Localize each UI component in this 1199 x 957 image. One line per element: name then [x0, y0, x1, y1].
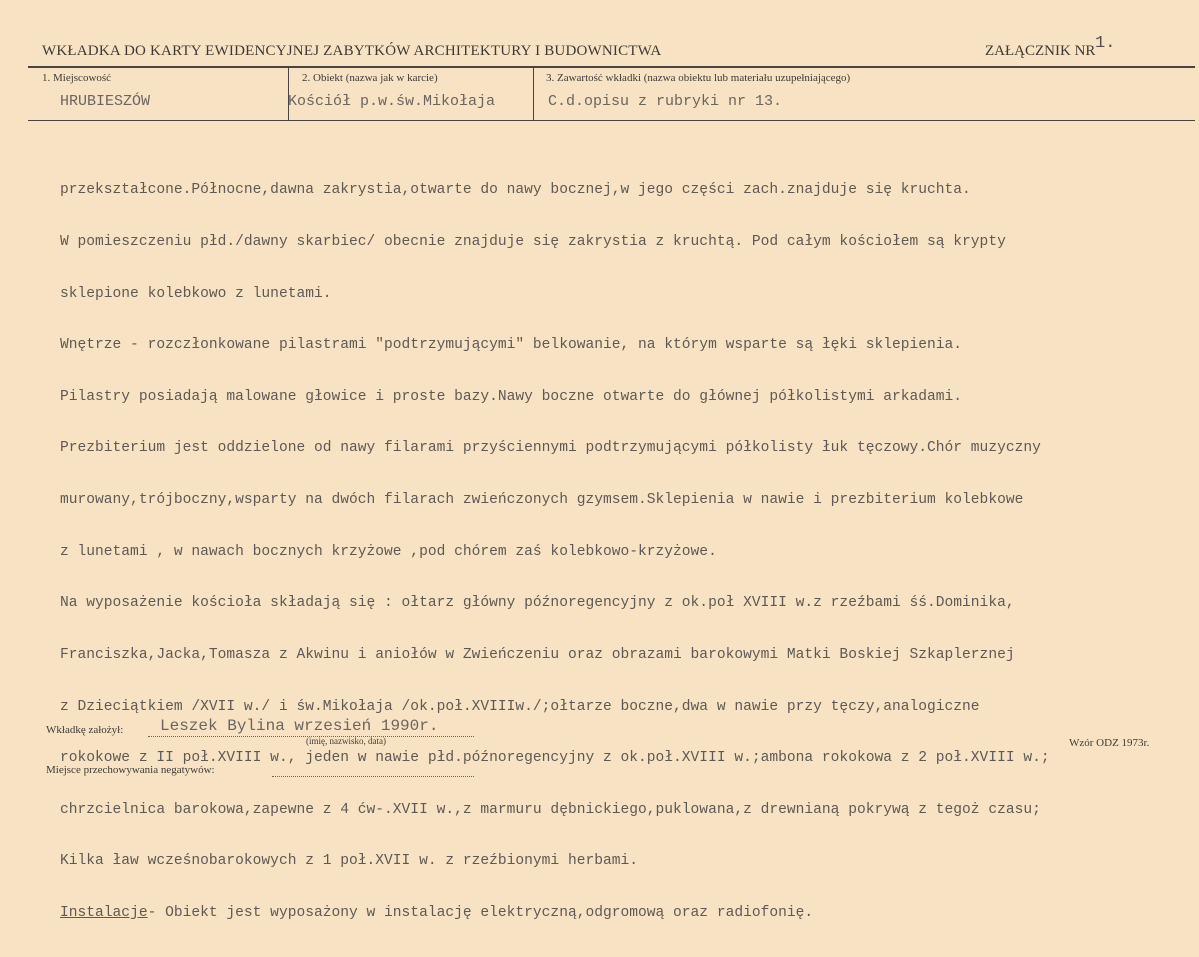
object-label: 2. Obiekt (nazwa jak w karcie)	[302, 72, 438, 84]
content-label: 3. Zawartość wkładki (nazwa obiektu lub materiału uzupełniającego)	[546, 72, 851, 84]
object-value: Kościół p.w.św.Mikołaja	[288, 93, 496, 110]
description-line: z Dzieciątkiem /XVII w./ i św.Mikołaja /ok.poł.XVIIIw./;ołtarze boczne,dwa w nawie przy tęczy,analogiczne	[60, 698, 980, 715]
description-line: Na wyposażenie kościoła składają się : ołtarz główny późnoregencyjny z ok.poł XVIII w.z rzeźbami śś.Dominika,	[60, 595, 1015, 612]
attachment-label: ZAŁĄCZNIK NR	[985, 43, 1096, 59]
description-line: sklepione kolebkowo z lunetami.	[60, 285, 332, 302]
field-divider-2	[533, 66, 534, 120]
description-line: Wnętrze - rozczłonkowane pilastrami "podtrzymującymi" belkowanie, na którym wsparte są łęki sklepienia.	[60, 337, 963, 354]
description-line: przekształcone.Północne,dawna zakrystia,otwarte do nawy bocznej,w jego części zach.znajduje się kruchta.	[60, 182, 971, 199]
content-value: C.d.opisu z rubryki nr 13.	[548, 93, 783, 110]
description-line: Prezbiterium jest oddzielone od nawy filarami przyściennymi podtrzymującymi półkolisty łuk tęczowy.Chór muzyczny	[60, 440, 1041, 457]
description-line: Kilka ław wcześnobarokowych z 1 poł.XVII w. z rzeźbionymi herbami.	[60, 853, 639, 870]
description-line-installations	[60, 905, 1190, 922]
locality-label: 1. Miejscowość	[42, 72, 112, 84]
founder-hint: (imię, nazwisko, data)	[306, 736, 386, 746]
founder-label: Wkładkę założył:	[46, 724, 124, 736]
form-code: Wzór ODZ 1973r.	[1069, 737, 1150, 749]
description-line: z lunetami , w nawach bocznych krzyżowe ,pod chórem zaś kolebkowo-krzyżowe.	[60, 543, 717, 560]
header-rule-bottom	[28, 120, 1195, 121]
description-line: Pilastry posiadają malowane głowice i proste bazy.Nawy boczne otwarte do głównej półkolistymi arkadami.	[60, 388, 963, 405]
locality-value: HRUBIESZÓW	[60, 93, 151, 110]
header-rule-top	[28, 66, 1195, 68]
description-line: chrzcielnica barokowa,zapewne z 4 ćw-.XVII w.,z marmuru dębnickiego,puklowana,z drewnianą pokrywą z tegoż czasu;	[60, 801, 1041, 818]
attachment-number: 1.	[1095, 34, 1116, 53]
form-title: WKŁADKA DO KARTY EWIDENCYJNEJ ZABYTKÓW ARCHITEKTURY I BUDOWNICTWA	[42, 43, 662, 59]
installations-heading: Instalacje	[60, 904, 148, 921]
description-line: W pomieszczeniu płd./dawny skarbiec/ obecnie znajduje się zakrystia z kruchtą. Pod całym kościołem są krypty	[60, 234, 1006, 251]
storage-dotted-line	[272, 776, 474, 777]
description-line: rokokowe z II poł.XVIII w., jeden w nawie płd.późnoregencyjny z ok.poł.XVIII w.;ambona rokokowa z 2 poł.XVIII w.;	[60, 750, 1050, 767]
description-line: murowany,trójboczny,wsparty na dwóch filarach zwieńczonych gzymsem.Sklepienia w nawie i prezbiterium kolebkowe	[60, 492, 1024, 509]
installations-text: - Obiekt jest wyposażony w instalację elektryczną,odgromową oraz radiofonię.	[147, 904, 814, 921]
description-text	[60, 148, 1190, 957]
description-line: Franciszka,Jacka,Tomasza z Akwinu i aniołów w Zwieńczeniu oraz obrazami barokowymi Matki Boskiej Szkaplerznej	[60, 646, 1015, 663]
founder-value: Leszek Bylina wrzesień 1990r.	[160, 717, 439, 735]
storage-label: Miejsce przechowywania negatywów:	[46, 764, 215, 776]
